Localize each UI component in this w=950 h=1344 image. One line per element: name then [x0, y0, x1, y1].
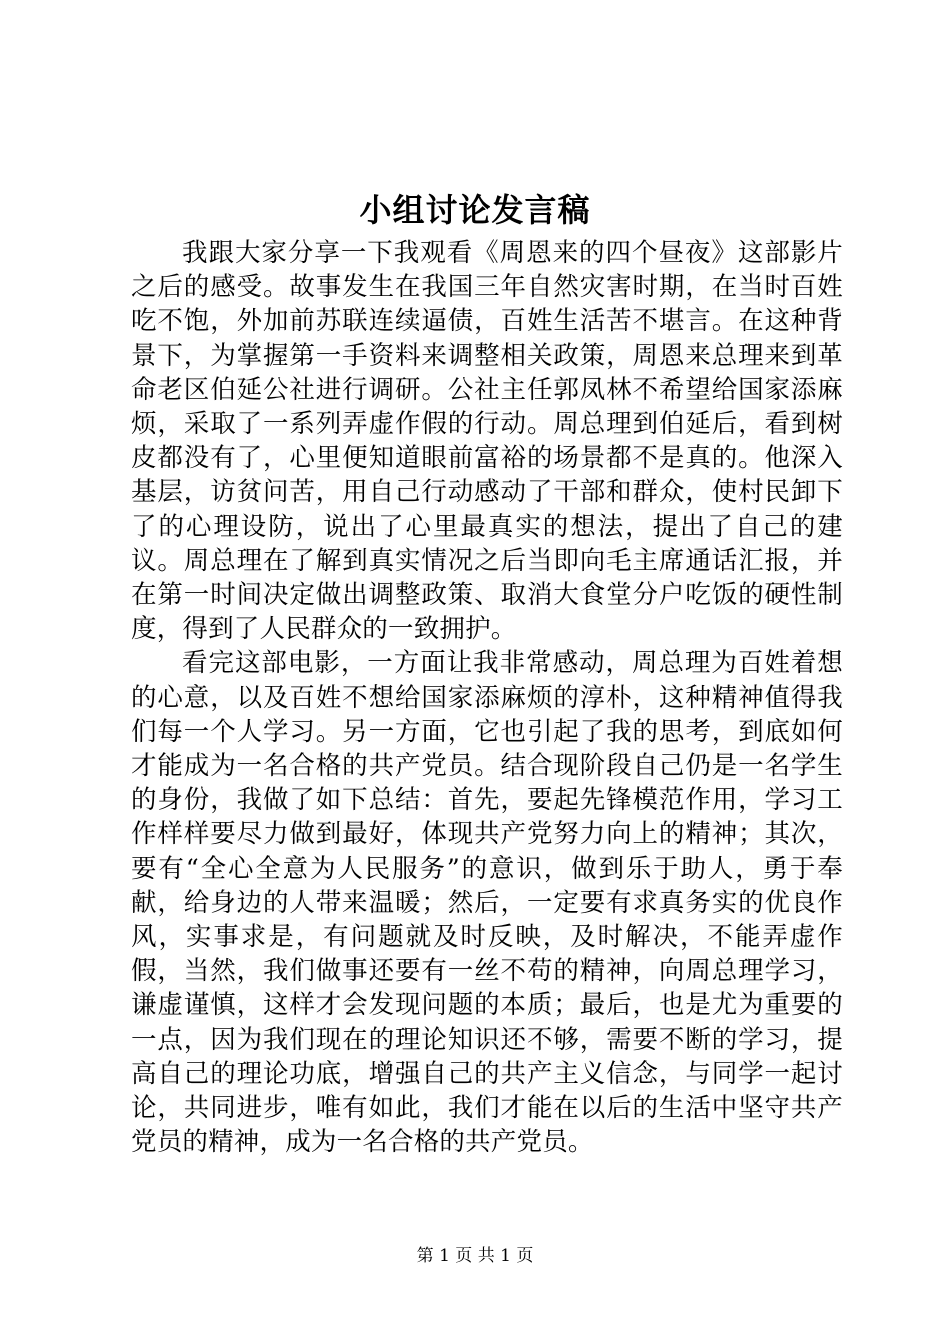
document-title: 小组讨论发言稿 — [359, 191, 591, 229]
paragraph-1: 我跟大家分享一下我观看《周恩来的四个昼夜》这部影片之后的感受。故事发生在我国三年自然灾害时期，在当时百姓吃不饱，外加前苏联连续逼债，百姓生活苦不堪言。在这种背景下，为掌握第一手资料来调整相关政策，周恩来总理来到革命老区伯延公社进行调研。公社主任郭凤林不希望给国家添麻烦，采取了一系列弄虚作假的行动。周总理到伯延后，看到树皮都没有了，心里便知道眼前富裕的场景都不是真的。他深入基层，访贫问苦，用自己行动感动了干部和群众，使村民卸下了的心理设防，说出了心里最真实的想法，提出了自己的建议。周总理在了解到真实情况之后当即向毛主席通话汇报，并在第一时间决定做出调整政策、取消大食堂分户吃饭的硬性制度，得到了人民群众的一致拥护。 — [131, 238, 843, 645]
document-body — [131, 236, 843, 1159]
paragraph-2: 看完这部电影，一方面让我非常感动，周总理为百姓着想的心意，以及百姓不想给国家添麻烦的淳朴，这种精神值得我们每一个人学习。另一方面，它也引起了我的思考，到底如何才能成为一名合格的共产党员。结合现阶段自己仍是一名学生的身份，我做了如下总结：首先，要起先锋模范作用，学习工作样样要尽力做到最好，体现共产党努力向上的精神；其次，要有“全心全意为人民服务”的意识，做到乐于助人，勇于奉献，给身边的人带来温暖；然后，一定要有求真务实的优良作风，实事求是，有问题就及时反映，及时解决，不能弄虚作假，当然，我们做事还要有一丝不苟的精神，向周总理学习，谦虚谨慎，这样才会发现问题的本质；最后，也是尤为重要的一点，因为我们现在的理论知识还不够，需要不断的学习，提高自己的理论功底，增强自己的共产主义信念，与同学一起讨论，共同进步，唯有如此，我们才能在以后的生活中坚守共产党员的精神，成为一名合格的共产党员。 — [131, 648, 843, 1158]
page-footer: 第 1 页 共 1 页 — [416, 1246, 534, 1266]
